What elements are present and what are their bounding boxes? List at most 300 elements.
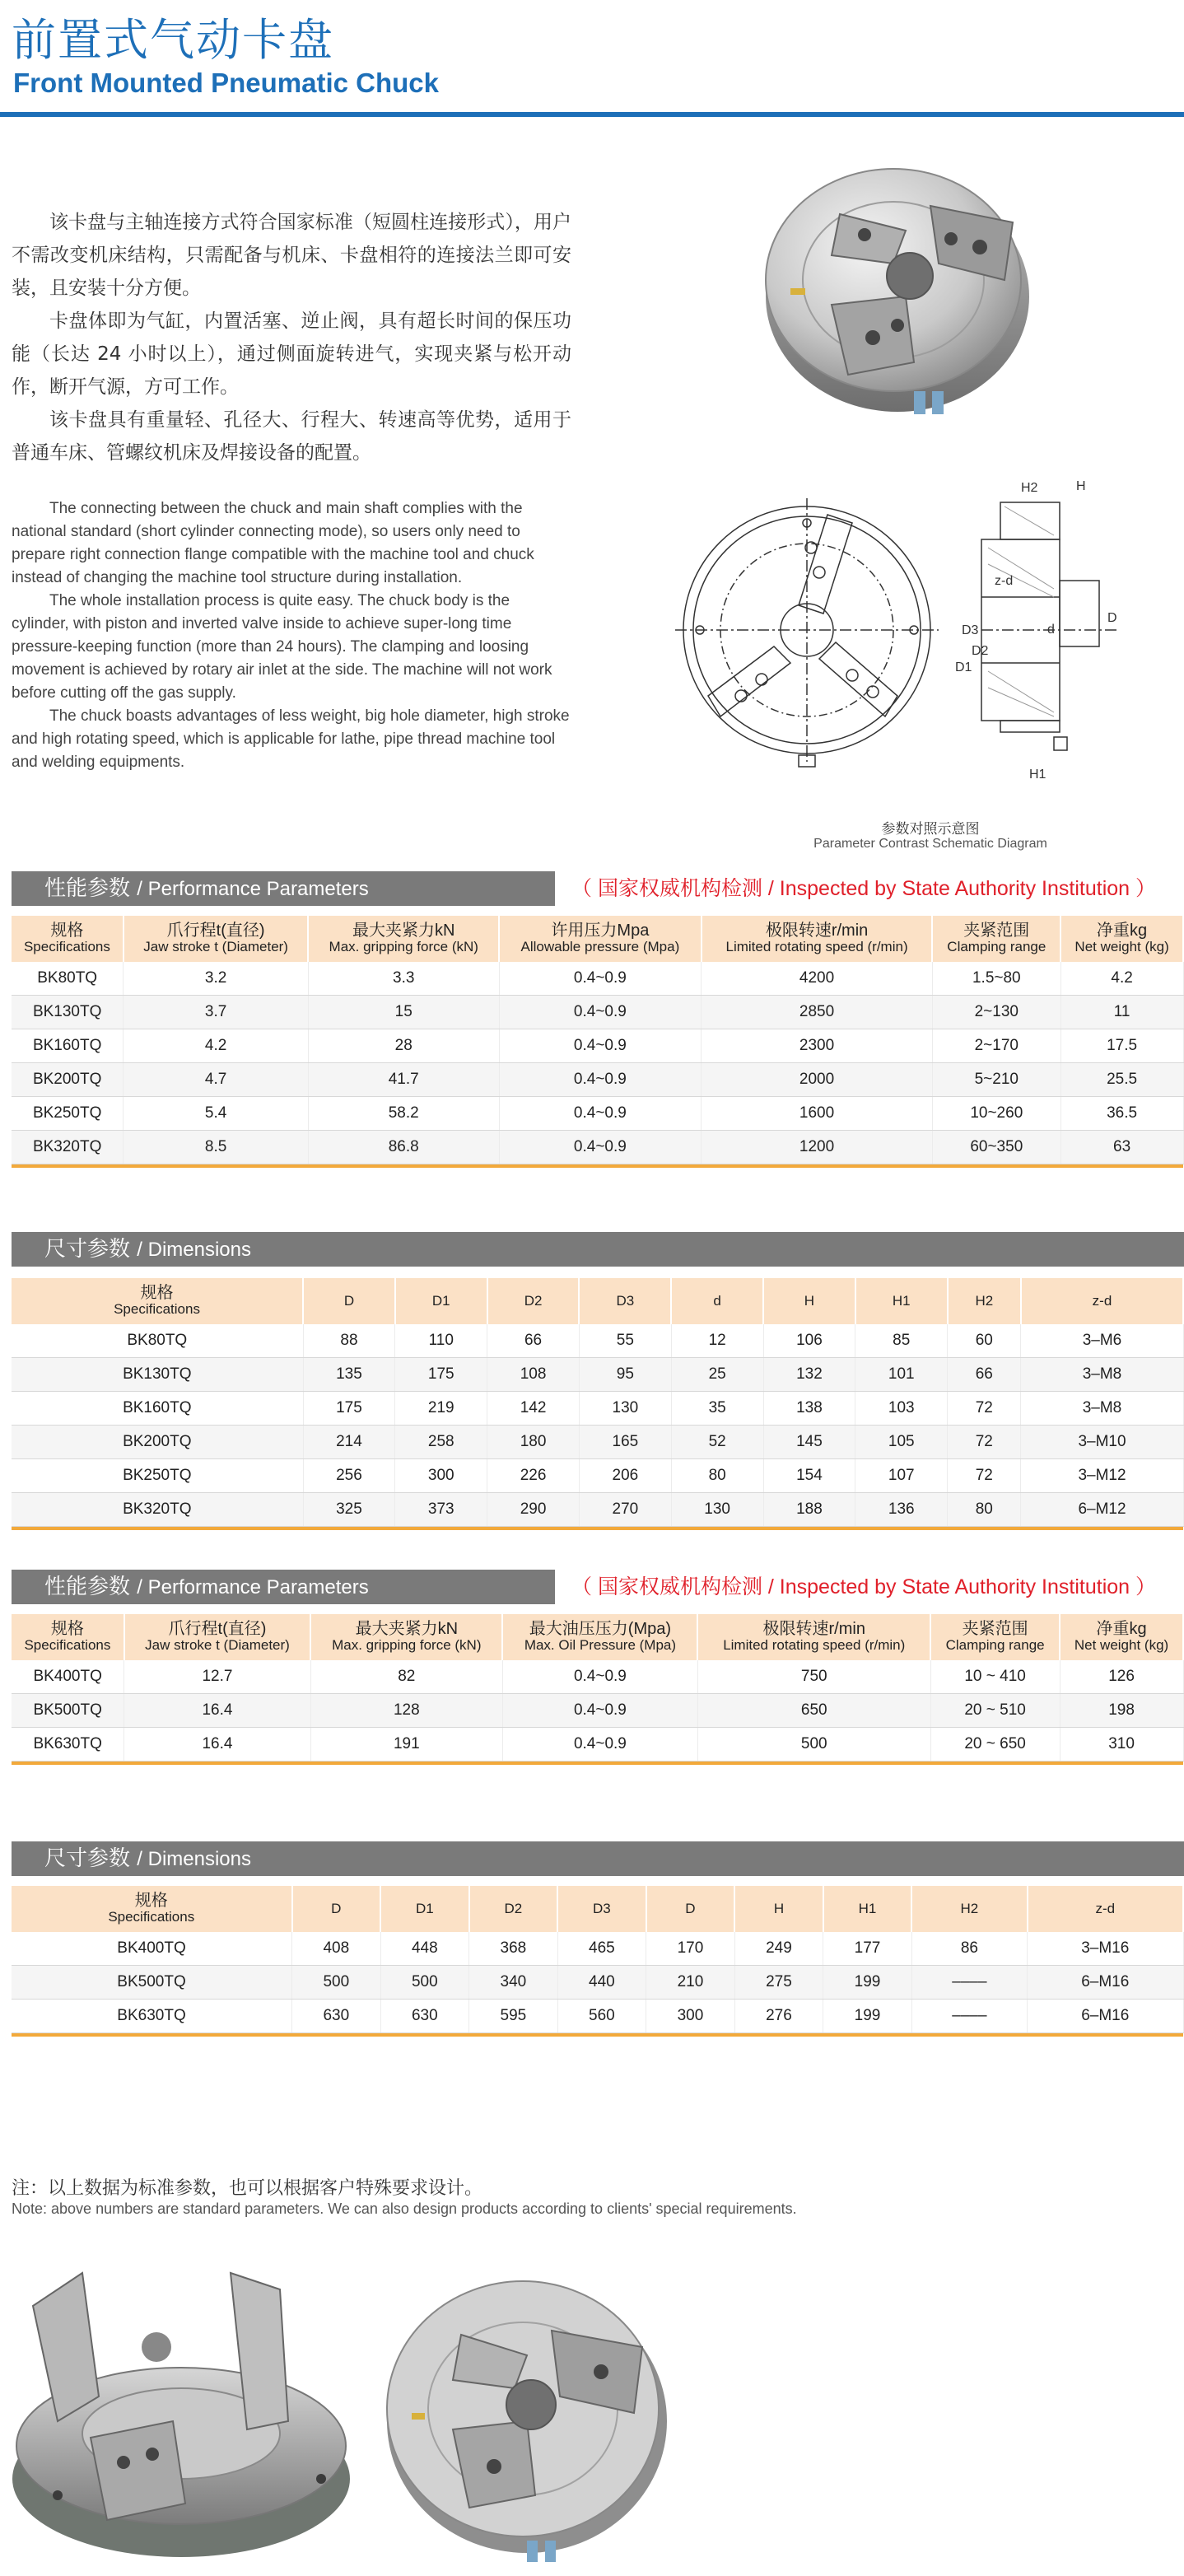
- column-header: [380, 1886, 469, 1932]
- section-title-cn: 尺寸参数: [44, 1846, 131, 1871]
- value-cell: 368: [469, 1932, 558, 1966]
- table-row: [12, 2000, 1183, 2033]
- chuck-photo-bottom-left: [8, 2256, 362, 2569]
- column-header: [303, 1278, 395, 1324]
- column-header-en: H1: [892, 1293, 911, 1309]
- model-cell: BK250TQ: [12, 1459, 303, 1493]
- value-cell: 440: [557, 1966, 646, 2000]
- value-cell: 41.7: [308, 1063, 499, 1097]
- value-cell: 750: [697, 1660, 930, 1694]
- table-row: [12, 1358, 1183, 1392]
- column-header: [1060, 1614, 1183, 1660]
- value-cell: 10 ~ 410: [930, 1660, 1060, 1694]
- value-cell: 290: [487, 1493, 580, 1527]
- value-cell: 101: [855, 1358, 948, 1392]
- value-cell: 165: [579, 1426, 671, 1459]
- value-cell: 3–M8: [1021, 1392, 1183, 1426]
- value-cell: 80: [671, 1459, 763, 1493]
- value-cell: 3–M6: [1021, 1324, 1183, 1358]
- column-header: [702, 916, 933, 962]
- value-cell: 325: [303, 1493, 395, 1527]
- column-header: [932, 916, 1060, 962]
- value-cell: ––––: [911, 2000, 1027, 2033]
- value-cell: 191: [310, 1728, 502, 1762]
- column-header-en: D1: [415, 1901, 434, 1916]
- column-header: [763, 1278, 855, 1324]
- column-header-en: Specifications: [23, 939, 110, 954]
- column-header-cn: 最大油压压力(Mpa): [529, 1620, 672, 1638]
- value-cell: 2~130: [932, 996, 1060, 1029]
- inspection-note-2: [571, 1570, 1156, 1604]
- value-cell: 650: [697, 1694, 930, 1728]
- value-cell: 28: [308, 1029, 499, 1063]
- value-cell: ––––: [911, 1966, 1027, 2000]
- value-cell: 270: [579, 1493, 671, 1527]
- value-cell: 206: [579, 1459, 671, 1493]
- column-header-en: z-d: [1092, 1293, 1112, 1309]
- value-cell: 35: [671, 1392, 763, 1426]
- model-cell: BK200TQ: [12, 1063, 124, 1097]
- dim-label-d3: D3: [962, 623, 979, 637]
- value-cell: 199: [823, 1966, 912, 2000]
- chuck-photo-bottom-right: [362, 2256, 692, 2569]
- value-cell: 145: [763, 1426, 855, 1459]
- model-cell: BK200TQ: [12, 1426, 303, 1459]
- column-header-cn: 许用压力Mpa: [551, 922, 650, 940]
- table-bottom-rule: [12, 1762, 1183, 1766]
- value-cell: 630: [292, 2000, 381, 2033]
- model-cell: BK500TQ: [12, 1694, 124, 1728]
- column-header-cn: 极限转速r/min: [762, 1620, 865, 1638]
- section-title-en: / Dimensions: [137, 1239, 251, 1261]
- value-cell: 2~170: [932, 1029, 1060, 1063]
- table-row: [12, 1459, 1183, 1493]
- section-header-dimensions-1: [12, 1232, 1184, 1267]
- model-cell: BK130TQ: [12, 996, 124, 1029]
- value-cell: 4.7: [124, 1063, 309, 1097]
- column-header: [948, 1278, 1021, 1324]
- value-cell: 448: [380, 1932, 469, 1966]
- column-header-en: D: [343, 1293, 355, 1309]
- value-cell: 595: [469, 2000, 558, 2033]
- section-header-dimensions-2: [12, 1841, 1184, 1876]
- value-cell: 72: [948, 1459, 1021, 1493]
- intro-en-para-1: The connecting between the chuck and main shaft complies with the national standard (short cylinder connecting mode), so users only need to prepare right connection flange compatible with the machine tool and chuck instead of changing the machine tool structure during installation.: [12, 500, 534, 586]
- value-cell: 175: [395, 1358, 487, 1392]
- column-header: [1021, 1278, 1183, 1324]
- column-header-en: z-d: [1095, 1901, 1116, 1916]
- section-title-en: / Performance Parameters: [137, 1576, 369, 1598]
- intro-en: [12, 497, 571, 774]
- value-cell: 3–M12: [1021, 1459, 1183, 1493]
- table-row: [12, 1660, 1183, 1694]
- column-header: [930, 1614, 1060, 1660]
- column-header-cn: 规格: [50, 922, 84, 940]
- page-title-cn: 前置式气动卡盘: [12, 14, 334, 66]
- value-cell: 0.4~0.9: [499, 1063, 702, 1097]
- value-cell: 1.5~80: [932, 962, 1060, 996]
- table-row: [12, 1493, 1183, 1527]
- column-header-cn: 净重kg: [1097, 922, 1148, 940]
- model-cell: BK400TQ: [12, 1660, 124, 1694]
- performance-table-2: [12, 1614, 1184, 1765]
- table-row: [12, 962, 1183, 996]
- section-title-en: / Dimensions: [137, 1848, 251, 1870]
- table-row: [12, 1029, 1183, 1063]
- value-cell: 340: [469, 1966, 558, 2000]
- value-cell: 560: [557, 2000, 646, 2033]
- value-cell: 2000: [702, 1063, 933, 1097]
- value-cell: 3–M8: [1021, 1358, 1183, 1392]
- column-header: [12, 1886, 292, 1932]
- column-header-en: Jaw stroke t (Diameter): [145, 1637, 290, 1653]
- intro-cn: [12, 206, 571, 469]
- value-cell: 256: [303, 1459, 395, 1493]
- value-cell: 60: [948, 1324, 1021, 1358]
- table-row: [12, 996, 1183, 1029]
- column-header-en: Limited rotating speed (r/min): [725, 939, 908, 954]
- value-cell: 6–M16: [1028, 1966, 1183, 2000]
- value-cell: 0.4~0.9: [499, 1131, 702, 1164]
- value-cell: 11: [1060, 996, 1183, 1029]
- value-cell: 63: [1060, 1131, 1183, 1164]
- column-header-cn: 规格: [140, 1284, 174, 1302]
- inspection-note-en: / Inspected by State Authority Institution ）: [767, 1575, 1157, 1598]
- intro-cn-para-2: 卡盘体即为气缸，内置活塞、逆止阀，具有超长时间的保压功能（长达 24 小时以上），通过侧面旋转进气，实现夹紧与松开动作，断开气源，方可工作。: [12, 310, 571, 398]
- value-cell: 128: [310, 1694, 502, 1728]
- column-header: [697, 1614, 930, 1660]
- value-cell: 6–M12: [1021, 1493, 1183, 1527]
- value-cell: 66: [948, 1358, 1021, 1392]
- value-cell: 0.4~0.9: [499, 1097, 702, 1131]
- footer-note-cn: 注：以上数据为标准参数，也可以根据客户特殊要求设计。: [12, 2178, 483, 2199]
- intro-en-para-2: The whole installation process is quite easy. The chuck body is the cylinder, with piston and inverted valve inside to achieve super-long time pressure-keeping function (more than 24 hours). The clamping and loosing movement is achieved by rotary air inlet at the side. The machine will not work before cutting off the gas supply.: [12, 592, 552, 702]
- value-cell: 0.4~0.9: [502, 1728, 697, 1762]
- column-header-cn: 极限转速r/min: [765, 922, 869, 940]
- value-cell: 103: [855, 1392, 948, 1426]
- table-row: [12, 1131, 1183, 1164]
- column-header-en: Net weight (kg): [1074, 1637, 1169, 1653]
- column-header-cn: 夹紧范围: [963, 922, 1030, 940]
- table-row: [12, 1728, 1183, 1762]
- value-cell: 0.4~0.9: [502, 1660, 697, 1694]
- column-header-cn: 爪行程t(直径): [166, 922, 265, 940]
- table-bottom-rule: [12, 1164, 1183, 1169]
- table-row: [12, 1966, 1183, 2000]
- column-header-en: H1: [858, 1901, 877, 1916]
- value-cell: 300: [646, 2000, 735, 2033]
- value-cell: 1600: [702, 1097, 933, 1131]
- column-header: [12, 916, 124, 962]
- column-header-en: D: [331, 1901, 342, 1916]
- value-cell: 300: [395, 1459, 487, 1493]
- value-cell: 4.2: [124, 1029, 309, 1063]
- column-header-cn: 净重kg: [1096, 1620, 1147, 1638]
- column-header-en: Specifications: [114, 1301, 200, 1317]
- value-cell: 86: [911, 1932, 1027, 1966]
- value-cell: 126: [1060, 1660, 1183, 1694]
- value-cell: 226: [487, 1459, 580, 1493]
- model-cell: BK130TQ: [12, 1358, 303, 1392]
- inspection-note-cn: （ 国家权威机构检测: [571, 1575, 762, 1598]
- value-cell: 6–M16: [1028, 2000, 1183, 2033]
- column-header-en: Clamping range: [947, 939, 1046, 954]
- diagram-caption-cn: 参数对照示意图: [881, 821, 980, 837]
- page-title-en: Front Mounted Pneumatic Chuck: [13, 68, 440, 98]
- column-header: [12, 1614, 124, 1660]
- table-row: [12, 1932, 1183, 1966]
- dim-label-h: H: [1076, 479, 1086, 493]
- chuck-photo-top: [741, 140, 1062, 436]
- value-cell: 408: [292, 1932, 381, 1966]
- column-header: [469, 1886, 558, 1932]
- model-cell: BK80TQ: [12, 1324, 303, 1358]
- value-cell: 500: [380, 1966, 469, 2000]
- column-header-en: H2: [960, 1901, 979, 1916]
- value-cell: 188: [763, 1493, 855, 1527]
- value-cell: 8.5: [124, 1131, 309, 1164]
- model-cell: BK320TQ: [12, 1493, 303, 1527]
- value-cell: 82: [310, 1660, 502, 1694]
- column-header: [124, 1614, 310, 1660]
- value-cell: 630: [380, 2000, 469, 2033]
- value-cell: 60~350: [932, 1131, 1060, 1164]
- model-cell: BK320TQ: [12, 1131, 124, 1164]
- value-cell: 105: [855, 1426, 948, 1459]
- value-cell: 130: [579, 1392, 671, 1426]
- column-header: [308, 916, 499, 962]
- value-cell: 130: [671, 1493, 763, 1527]
- table-row: [12, 1063, 1183, 1097]
- column-header-en: D1: [431, 1293, 450, 1309]
- column-header: [579, 1278, 671, 1324]
- column-header-en: Clamping range: [945, 1637, 1045, 1653]
- column-header-en: Allowable pressure (Mpa): [520, 939, 680, 954]
- column-header-cn: 夹紧范围: [962, 1620, 1028, 1638]
- dim-label-h2: H2: [1021, 481, 1038, 495]
- column-header: [671, 1278, 763, 1324]
- value-cell: 3–M16: [1028, 1932, 1183, 1966]
- value-cell: 4200: [702, 962, 933, 996]
- column-header-en: Max. gripping force (kN): [332, 1637, 482, 1653]
- table-row: [12, 1392, 1183, 1426]
- column-header-cn: 爪行程t(直径): [168, 1620, 267, 1638]
- value-cell: 199: [823, 2000, 912, 2033]
- inspection-note: [571, 871, 1156, 906]
- column-header-en: D: [685, 1901, 696, 1916]
- column-header: [487, 1278, 580, 1324]
- column-header-en: Net weight (kg): [1074, 939, 1169, 954]
- model-cell: BK500TQ: [12, 1966, 292, 2000]
- column-header: [310, 1614, 502, 1660]
- value-cell: 0.4~0.9: [499, 962, 702, 996]
- value-cell: 210: [646, 1966, 735, 2000]
- value-cell: 3.7: [124, 996, 309, 1029]
- dim-label-d: d: [1047, 623, 1055, 637]
- inspection-note-en: / Inspected by State Authority Institution ）: [767, 877, 1157, 900]
- dimensions-table-1: [12, 1278, 1184, 1530]
- value-cell: 72: [948, 1426, 1021, 1459]
- header-rule: [0, 112, 1184, 117]
- column-header: [1060, 916, 1183, 962]
- section-title-cn: 性能参数: [44, 1575, 131, 1599]
- inspection-note-cn: （ 国家权威机构检测: [571, 877, 762, 900]
- table-row: [12, 1097, 1183, 1131]
- column-header-en: Jaw stroke t (Diameter): [143, 939, 288, 954]
- value-cell: 20 ~ 650: [930, 1728, 1060, 1762]
- value-cell: 219: [395, 1392, 487, 1426]
- column-header-en: D3: [593, 1901, 611, 1916]
- diagram-caption-en: Parameter Contrast Schematic Diagram: [813, 837, 1047, 851]
- column-header-en: H2: [975, 1293, 994, 1309]
- column-header: [502, 1614, 697, 1660]
- value-cell: 198: [1060, 1694, 1183, 1728]
- value-cell: 4.2: [1060, 962, 1183, 996]
- value-cell: 108: [487, 1358, 580, 1392]
- dim-label-h1: H1: [1029, 768, 1046, 782]
- column-header: [124, 916, 309, 962]
- performance-table-1: [12, 916, 1184, 1168]
- table-bottom-rule: [12, 2033, 1183, 2037]
- value-cell: 1200: [702, 1131, 933, 1164]
- value-cell: 258: [395, 1426, 487, 1459]
- value-cell: 5~210: [932, 1063, 1060, 1097]
- value-cell: 80: [948, 1493, 1021, 1527]
- section-header-performance-1: [12, 871, 555, 906]
- column-header-en: H: [773, 1901, 785, 1916]
- value-cell: 500: [697, 1728, 930, 1762]
- column-header: [855, 1278, 948, 1324]
- value-cell: 86.8: [308, 1131, 499, 1164]
- value-cell: 373: [395, 1493, 487, 1527]
- value-cell: 55: [579, 1324, 671, 1358]
- column-header: [823, 1886, 912, 1932]
- column-header: [12, 1278, 303, 1324]
- dim-label-zd: z-d: [995, 574, 1014, 588]
- value-cell: 0.4~0.9: [499, 1029, 702, 1063]
- value-cell: 170: [646, 1932, 735, 1966]
- column-header: [557, 1886, 646, 1932]
- column-header: [292, 1886, 381, 1932]
- dimensions-table-2: [12, 1886, 1184, 2037]
- value-cell: 85: [855, 1324, 948, 1358]
- value-cell: 95: [579, 1358, 671, 1392]
- table-row: [12, 1324, 1183, 1358]
- column-header-en: D2: [524, 1293, 543, 1309]
- value-cell: 72: [948, 1392, 1021, 1426]
- column-header-en: H: [804, 1293, 815, 1309]
- value-cell: 52: [671, 1426, 763, 1459]
- value-cell: 180: [487, 1426, 580, 1459]
- model-cell: BK250TQ: [12, 1097, 124, 1131]
- column-header: [395, 1278, 487, 1324]
- model-cell: BK80TQ: [12, 962, 124, 996]
- value-cell: 2850: [702, 996, 933, 1029]
- value-cell: 138: [763, 1392, 855, 1426]
- column-header: [734, 1886, 823, 1932]
- column-header: [1028, 1886, 1183, 1932]
- section-title-cn: 尺寸参数: [44, 1237, 131, 1262]
- value-cell: 5.4: [124, 1097, 309, 1131]
- intro-cn-para-1: 该卡盘与主轴连接方式符合国家标准（短圆柱连接形式），用户不需改变机床结构，只需配备与机床、卡盘相符的连接法兰即可安装，且安装十分方便。: [12, 212, 571, 299]
- value-cell: 17.5: [1060, 1029, 1183, 1063]
- column-header-cn: 规格: [134, 1892, 168, 1910]
- value-cell: 3.3: [308, 962, 499, 996]
- value-cell: 275: [734, 1966, 823, 2000]
- column-header: [911, 1886, 1027, 1932]
- dim-label-D: D: [1107, 611, 1117, 625]
- model-cell: BK630TQ: [12, 1728, 124, 1762]
- value-cell: 110: [395, 1324, 487, 1358]
- column-header-en: Limited rotating speed (r/min): [723, 1637, 906, 1653]
- value-cell: 0.4~0.9: [502, 1694, 697, 1728]
- column-header-en: Max. Oil Pressure (Mpa): [524, 1637, 677, 1653]
- value-cell: 20 ~ 510: [930, 1694, 1060, 1728]
- value-cell: 249: [734, 1932, 823, 1966]
- value-cell: 106: [763, 1324, 855, 1358]
- parameter-schematic-diagram: [675, 457, 1177, 819]
- section-title-en: / Performance Parameters: [137, 878, 369, 900]
- value-cell: 310: [1060, 1728, 1183, 1762]
- value-cell: 66: [487, 1324, 580, 1358]
- value-cell: 12: [671, 1324, 763, 1358]
- column-header: [499, 916, 702, 962]
- value-cell: 15: [308, 996, 499, 1029]
- value-cell: 88: [303, 1324, 395, 1358]
- value-cell: 12.7: [124, 1660, 310, 1694]
- column-header-en: Max. gripping force (kN): [329, 939, 478, 954]
- table-row: [12, 1426, 1183, 1459]
- value-cell: 25.5: [1060, 1063, 1183, 1097]
- value-cell: 500: [292, 1966, 381, 2000]
- value-cell: 107: [855, 1459, 948, 1493]
- intro-cn-para-3: 该卡盘具有重量轻、孔径大、行程大、转速高等优势，适用于普通车床、管螺纹机床及焊接设备的配置。: [12, 409, 571, 464]
- section-title-cn: 性能参数: [44, 876, 131, 901]
- column-header-en: D3: [616, 1293, 635, 1309]
- value-cell: 0.4~0.9: [499, 996, 702, 1029]
- value-cell: 3–M10: [1021, 1426, 1183, 1459]
- column-header-en: Specifications: [108, 1909, 195, 1925]
- column-header-cn: 规格: [50, 1620, 84, 1638]
- value-cell: 16.4: [124, 1694, 310, 1728]
- footer-note-en: Note: above numbers are standard parameters. We can also design products according to clients' special requirements.: [12, 2200, 797, 2217]
- value-cell: 154: [763, 1459, 855, 1493]
- value-cell: 58.2: [308, 1097, 499, 1131]
- value-cell: 36.5: [1060, 1097, 1183, 1131]
- column-header-cn: 最大夹紧力kN: [352, 922, 455, 940]
- value-cell: 135: [303, 1358, 395, 1392]
- column-header-en: d: [713, 1293, 721, 1309]
- value-cell: 16.4: [124, 1728, 310, 1762]
- table-row: [12, 1694, 1183, 1728]
- column-header: [646, 1886, 735, 1932]
- model-cell: BK630TQ: [12, 2000, 292, 2033]
- model-cell: BK400TQ: [12, 1932, 292, 1966]
- value-cell: 214: [303, 1426, 395, 1459]
- value-cell: 177: [823, 1932, 912, 1966]
- value-cell: 2300: [702, 1029, 933, 1063]
- column-header-cn: 最大夹紧力kN: [355, 1620, 459, 1638]
- value-cell: 132: [763, 1358, 855, 1392]
- column-header-en: Specifications: [24, 1637, 111, 1653]
- table-bottom-rule: [12, 1527, 1183, 1531]
- value-cell: 3.2: [124, 962, 309, 996]
- model-cell: BK160TQ: [12, 1392, 303, 1426]
- column-header-en: D2: [504, 1901, 523, 1916]
- value-cell: 276: [734, 2000, 823, 2033]
- intro-en-para-3: The chuck boasts advantages of less weight, big hole diameter, high stroke and high rotating speed, which is applicable for lathe, pipe thread machine tool and welding equipments.: [12, 707, 570, 771]
- section-header-performance-2: [12, 1570, 555, 1604]
